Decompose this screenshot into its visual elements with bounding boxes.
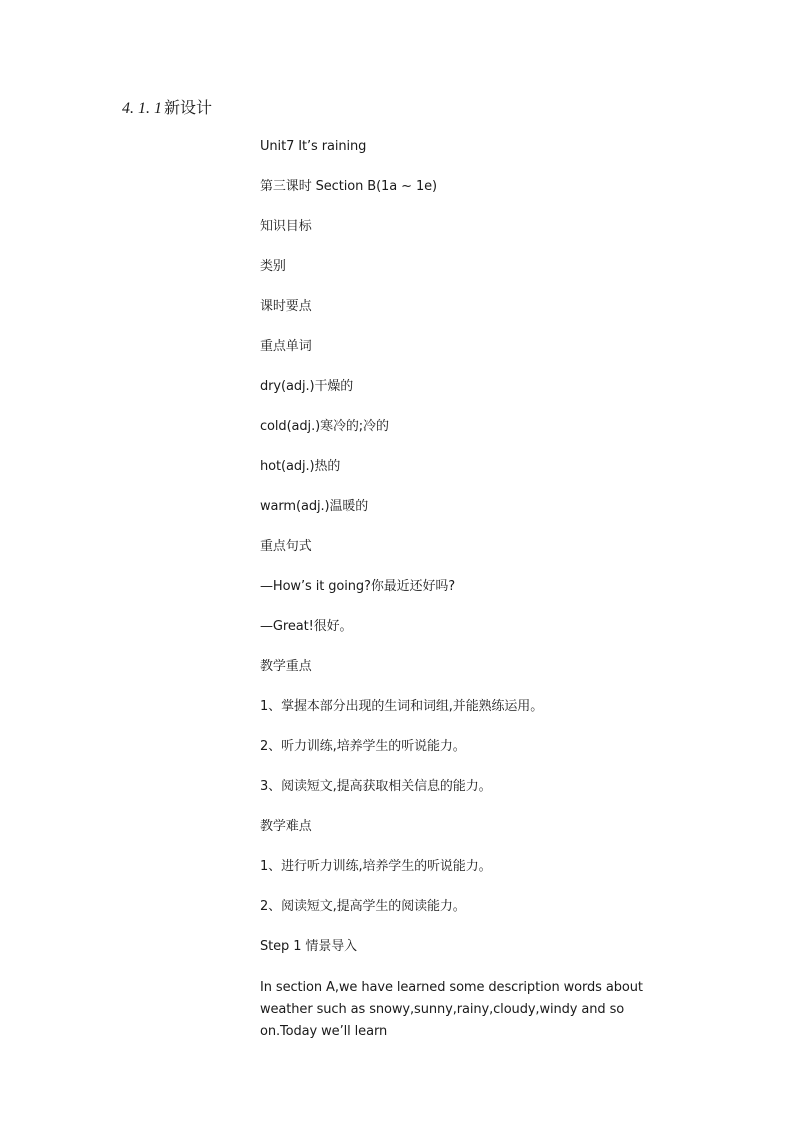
teaching-difficulty-label: 教学难点 — [260, 819, 312, 834]
unit-title: Unit7 It’s raining — [260, 139, 367, 154]
focus-item: 1、掌握本部分出现的生词和词组,并能熟练运用。 — [260, 699, 544, 714]
lesson-title: 第三课时 Section B(1a ~ 1e) — [260, 179, 437, 194]
vocab-item: hot(adj.)热的 — [260, 459, 341, 474]
focus-item: 2、听力训练,培养学生的听说能力。 — [260, 739, 466, 754]
lesson-points-label: 课时要点 — [260, 299, 312, 314]
intro-paragraph: In section A,we have learned some description words about weather such as snowy,sunny,rainy,cloudy,windy and so on.Today we’ll learn — [260, 980, 643, 1039]
knowledge-goals-label: 知识目标 — [260, 219, 312, 234]
section-title: 新设计 — [164, 98, 213, 117]
key-sentences-label: 重点句式 — [260, 539, 312, 554]
section-number: 4. 1. 1 — [122, 100, 162, 117]
category-label: 类别 — [260, 259, 286, 274]
key-words-label: 重点单词 — [260, 339, 312, 354]
sentence-item: —How’s it going?你最近还好吗? — [260, 579, 456, 594]
vocab-item: dry(adj.)干燥的 — [260, 379, 354, 394]
vocab-item: warm(adj.)温暖的 — [260, 499, 369, 514]
focus-item: 3、阅读短文,提高获取相关信息的能力。 — [260, 779, 492, 794]
vocab-item: cold(adj.)寒冷的;冷的 — [260, 419, 389, 434]
section-heading — [122, 97, 212, 120]
sentence-item: —Great!很好。 — [260, 619, 353, 634]
document-body — [260, 137, 780, 1043]
difficulty-item: 1、进行听力训练,培养学生的听说能力。 — [260, 859, 492, 874]
step-heading: Step 1 情景导入 — [260, 939, 358, 954]
difficulty-item: 2、阅读短文,提高学生的阅读能力。 — [260, 899, 466, 914]
teaching-focus-label: 教学重点 — [260, 659, 312, 674]
